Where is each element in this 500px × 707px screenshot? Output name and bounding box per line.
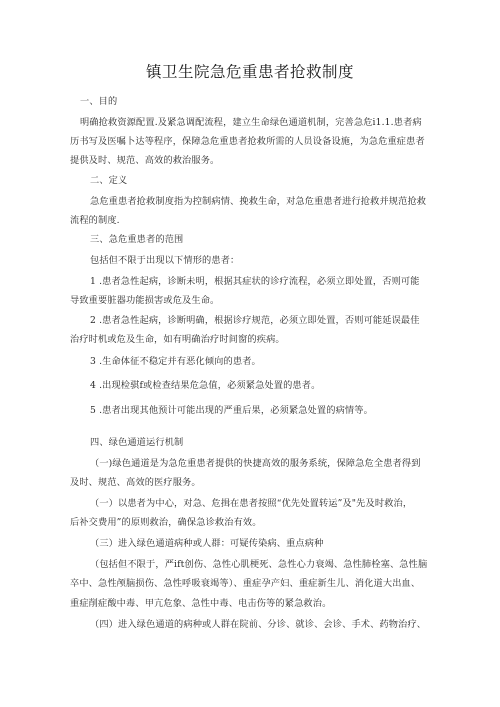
paragraph-line: 卒中、急性颅脑损伤、急性呼吸衰竭等）、重症孕产妇、重症新生儿、消化道大出血、 [70, 578, 421, 589]
paragraph-line: 治疗时机或危及生命，如有明确治疗时间窗的疾病。 [70, 334, 285, 345]
paragraph-line: （一)绿色通道是为急危重患者提供的快捷高效的服务系统，保障急危全患者得到 [90, 458, 421, 469]
paragraph-line: 包括但不限于出现以下情形的患者： [90, 255, 240, 266]
paragraph-line: （包括但不限于，严ift创伤、急性心肌梗死、急性心力衰竭、急性肺栓塞、急性脑 [90, 559, 428, 570]
paragraph-line: （四）进入绿色通道的病种或人群在院前、分诊、就诊、会诊、手术、药物治疗、 [90, 619, 427, 630]
list-item-5: 5 .患者出现其他预计可能出现的严重后果，必须紧急处置的病情等。 [90, 405, 373, 416]
section-heading-purpose: 一、目的 [80, 96, 118, 107]
paragraph-line: 明确抢救资源配置.及紧急调配流程，建立生命绿色通道机制，完善急危i1.1.患者病 [80, 117, 422, 128]
paragraph-line: 导致重要脏器功能损害或危及生命。 [70, 295, 220, 306]
section-heading-green-channel: 四、绿色通道运行机制 [90, 437, 184, 448]
paragraph-line: 重症削症酸中毒、甲亢危象、急性中毒、电击伤等的紧急救治。 [70, 598, 332, 609]
list-item-4: 4 .出现检骐f或检查结果危急值，必须紧急处置的患者。 [90, 380, 321, 391]
paragraph-line: （一）以患者为中心，对急、危揖在患者按照“优先处置转运”及"先及时救治， [90, 498, 413, 509]
paragraph-line: 后补交费用”的原则救治，确保急诊救治有效。 [70, 517, 262, 528]
section-heading-scope: 三、急危重患者的范围 [90, 234, 184, 245]
list-item-3: 3 .生命体征不稳定并有恶化倾向的患者。 [90, 356, 261, 367]
paragraph-line: 及时、规范、高效的医疗服务。 [70, 477, 201, 488]
list-item-2: 2 .患者急性起病，诊断明确，根据诊疗规范，必须立即处置，否则可能延误最佳 [90, 315, 420, 326]
document-title: 镇卫生院急危重患者抢救制度 [145, 63, 354, 81]
paragraph-line: 流程的制度. [70, 215, 120, 226]
section-heading-definition: 二、定义 [90, 175, 128, 186]
list-item-1: 1 .患者急性起病，诊断未明，根据其症状的诊疗流程，必须立即处置，否则可能 [90, 276, 420, 287]
paragraph-line: 急危重患者抢救制度指为控制病情、挽救生命，对急危重患者进行抢救并规范抢救 [90, 196, 427, 207]
paragraph-line: 提供及时、规范、高效的救治服务。 [70, 155, 220, 166]
paragraph-line: 历书写及医嘱卜达等程序，保障急危重患者抢救所需的人员设备设施，为急危重症患者 [70, 136, 425, 147]
paragraph-line: （三）进入绿色通道病种或人群：可疑传染病、重点病种 [90, 538, 324, 549]
